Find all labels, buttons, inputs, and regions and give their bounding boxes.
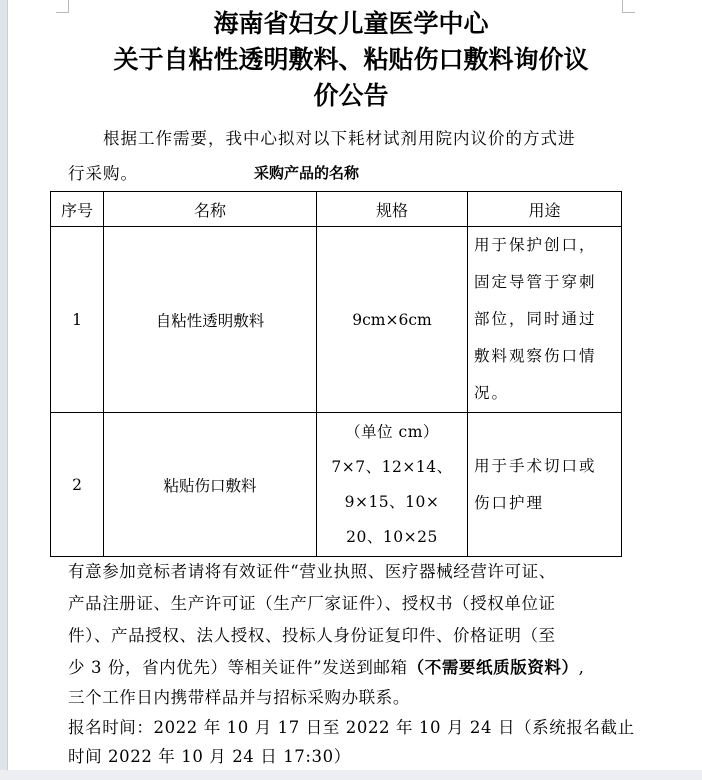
table-row — [51, 227, 622, 413]
notice-line-4 — [68, 654, 584, 678]
row-1-purpose-line: 敷料观察伤口情 — [474, 347, 597, 365]
notice-line-4-text: 少 3 份，省内优先）等相关证件”发送到邮箱 — [68, 658, 408, 677]
registration-line-2: 时间 2022 年 10 月 24 日 17:30） — [68, 747, 351, 766]
header-no: 序号 — [51, 192, 104, 227]
notice-line-2: 产品注册证、生产许可证（生产厂家证件）、授权书（授权单位证 — [68, 594, 556, 613]
intro-line-1: 根据工作需要，我中心拟对以下耗材试剂用院内议价的方式进 — [103, 129, 576, 148]
title-line-2: 关于自粘性透明敷料、粘贴伤口敷料询价议 — [113, 45, 589, 74]
row-1-purpose-line: 用于保护创口， — [474, 236, 597, 254]
row-1-purpose-line: 况。 — [474, 384, 510, 402]
notice-line-5: 三个工作日内携带样品并与招标采购办联系。 — [68, 688, 410, 707]
intro-line-2: 行采购。 — [68, 164, 138, 183]
title-line-3: 价公告 — [313, 81, 389, 110]
row-2-name: 粘贴伤口敷料 — [104, 413, 317, 557]
notice-line-3: 件）、产品授权、法人授权、投标人身份证复印件、价格证明（至 — [68, 626, 556, 645]
row-1-purpose-line: 固定导管于穿刺 — [474, 273, 597, 291]
row-2-spec — [317, 413, 468, 557]
row-2-spec-line: 9×15、10× — [344, 492, 440, 511]
row-1-no: 1 — [51, 227, 104, 413]
editor-left-margin-bar — [0, 0, 8, 780]
row-2-purpose-line: 伤口护理 — [474, 493, 545, 512]
title-line-1: 海南省妇女儿童医学中心 — [213, 9, 489, 38]
header-purpose: 用途 — [468, 192, 622, 227]
products-label: 采购产品的名称 — [254, 164, 360, 182]
row-2-purpose-line: 用于手术切口或 — [474, 456, 597, 475]
row-2-no: 2 — [51, 413, 104, 557]
row-2-spec-line: 20、10×25 — [346, 527, 438, 546]
header-name: 名称 — [104, 192, 317, 227]
row-2-spec-line: （单位 cm） — [345, 422, 439, 441]
products-table — [50, 191, 622, 557]
table-header-row — [51, 192, 622, 227]
header-spec: 规格 — [317, 192, 468, 227]
row-1-purpose-line: 部位，同时通过 — [474, 310, 597, 328]
row-2-purpose — [468, 413, 622, 557]
notice-line-1: 有意参加竞标者请将有效证件“营业执照、医疗器械经营许可证、 — [68, 562, 556, 581]
row-2-spec-line: 7×7、12×14、 — [331, 457, 453, 476]
table-row — [51, 413, 622, 557]
page-bottom-edge — [0, 770, 702, 780]
row-1-name: 自粘性透明敷料 — [104, 227, 317, 413]
notice-end-punct: , — [578, 658, 585, 677]
notice-bold-text: （不需要纸质版资料） — [407, 658, 579, 677]
row-1-spec-line: 9cm×6cm — [352, 310, 432, 329]
row-1-purpose — [468, 227, 622, 413]
registration-line-1: 报名时间：2022 年 10 月 17 日至 2022 年 10 月 24 日（系统报名截止 — [68, 718, 635, 737]
row-1-spec — [317, 227, 468, 413]
